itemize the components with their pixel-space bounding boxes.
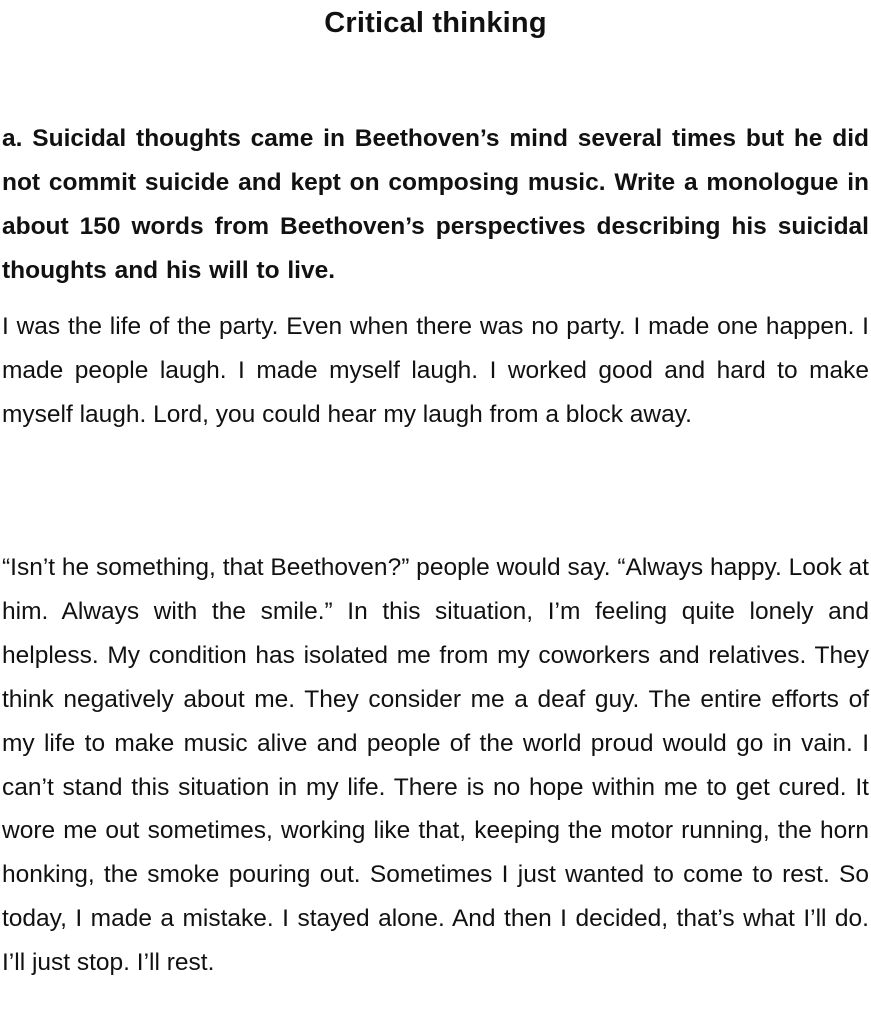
question-prompt: a. Suicidal thoughts came in Beethoven’s mind several times but he did not commit suicide and kept on composing music. Write a monologue in about 150 words from Beethoven’s perspectives describing his suicidal thoughts and his will to live. (2, 125, 869, 284)
page-title: Critical thinking (324, 7, 547, 39)
monologue-paragraph-2: “Isn’t he something, that Beethoven?” people would say. “Always happy. Look at him. Always with the smile.” In this situation, I’m feeling quite lonely and helpless. My condition has isolated me from my coworkers and relatives. They think negatively about me. They consider me a deaf guy. The entire efforts of my life to make music alive and people of the world proud would go in vain. I can’t stand this situation in my life. There is no hope within me to get cured. It wore me out sometimes, working like that, keeping the motor running, the horn honking, the smoke pouring out. Sometimes I just wanted to come to rest. So today, I made a mistake. I stayed alone. And then I decided, that’s what I’ll do. I’ll just stop. I’ll rest. (2, 554, 869, 977)
monologue-paragraph-1: I was the life of the party. Even when there was no party. I made one happen. I made people laugh. I made myself laugh. I worked good and hard to make myself laugh. Lord, you could hear my laugh from a block away. (2, 313, 869, 428)
